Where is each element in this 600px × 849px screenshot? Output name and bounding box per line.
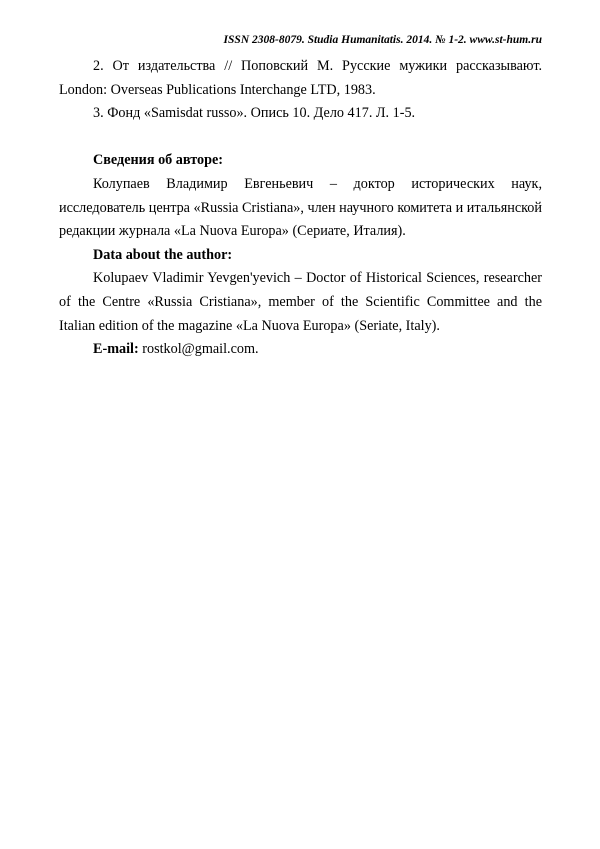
email-value: rostkol@gmail.com. [142,341,259,358]
reference-item: 2. От издательства // Поповский М. Русские мужики рассказывают. London: Overseas Publications Interchange LTD, 1983. [59,58,542,98]
paragraph-spacer [59,126,542,150]
reference-item: 3. Фонд «Samisdat russo». Опись 10. Дело 417. Л. 1-5. [93,105,416,122]
author-info-ru: Колупаев Владимир Евгеньевич – доктор исторических наук, исследователь центра «Russia Cristiana», член научного комитета и итальянской редакции журнала «La Nuova Europa» (Сериате, Италия). [59,175,542,240]
running-header: ISSN 2308-8079. Studia Humanitatis. 2014. № 1-2. www.st-hum.ru [223,34,542,46]
author-heading-ru: Сведения об авторе: [93,152,223,169]
page-body [59,55,542,362]
author-info-en: Kolupaev Vladimir Yevgen'yevich – Doctor of Historical Sciences, researcher of the Centre «Russia Cristiana», member of the Scientific Committee and the Italian edition of the magazine «La Nuova Europa» (Seriate, Italy). [59,270,542,334]
author-heading-en: Data about the author: [93,246,233,263]
email-label: E-mail: [93,341,139,358]
email-line [59,338,542,362]
